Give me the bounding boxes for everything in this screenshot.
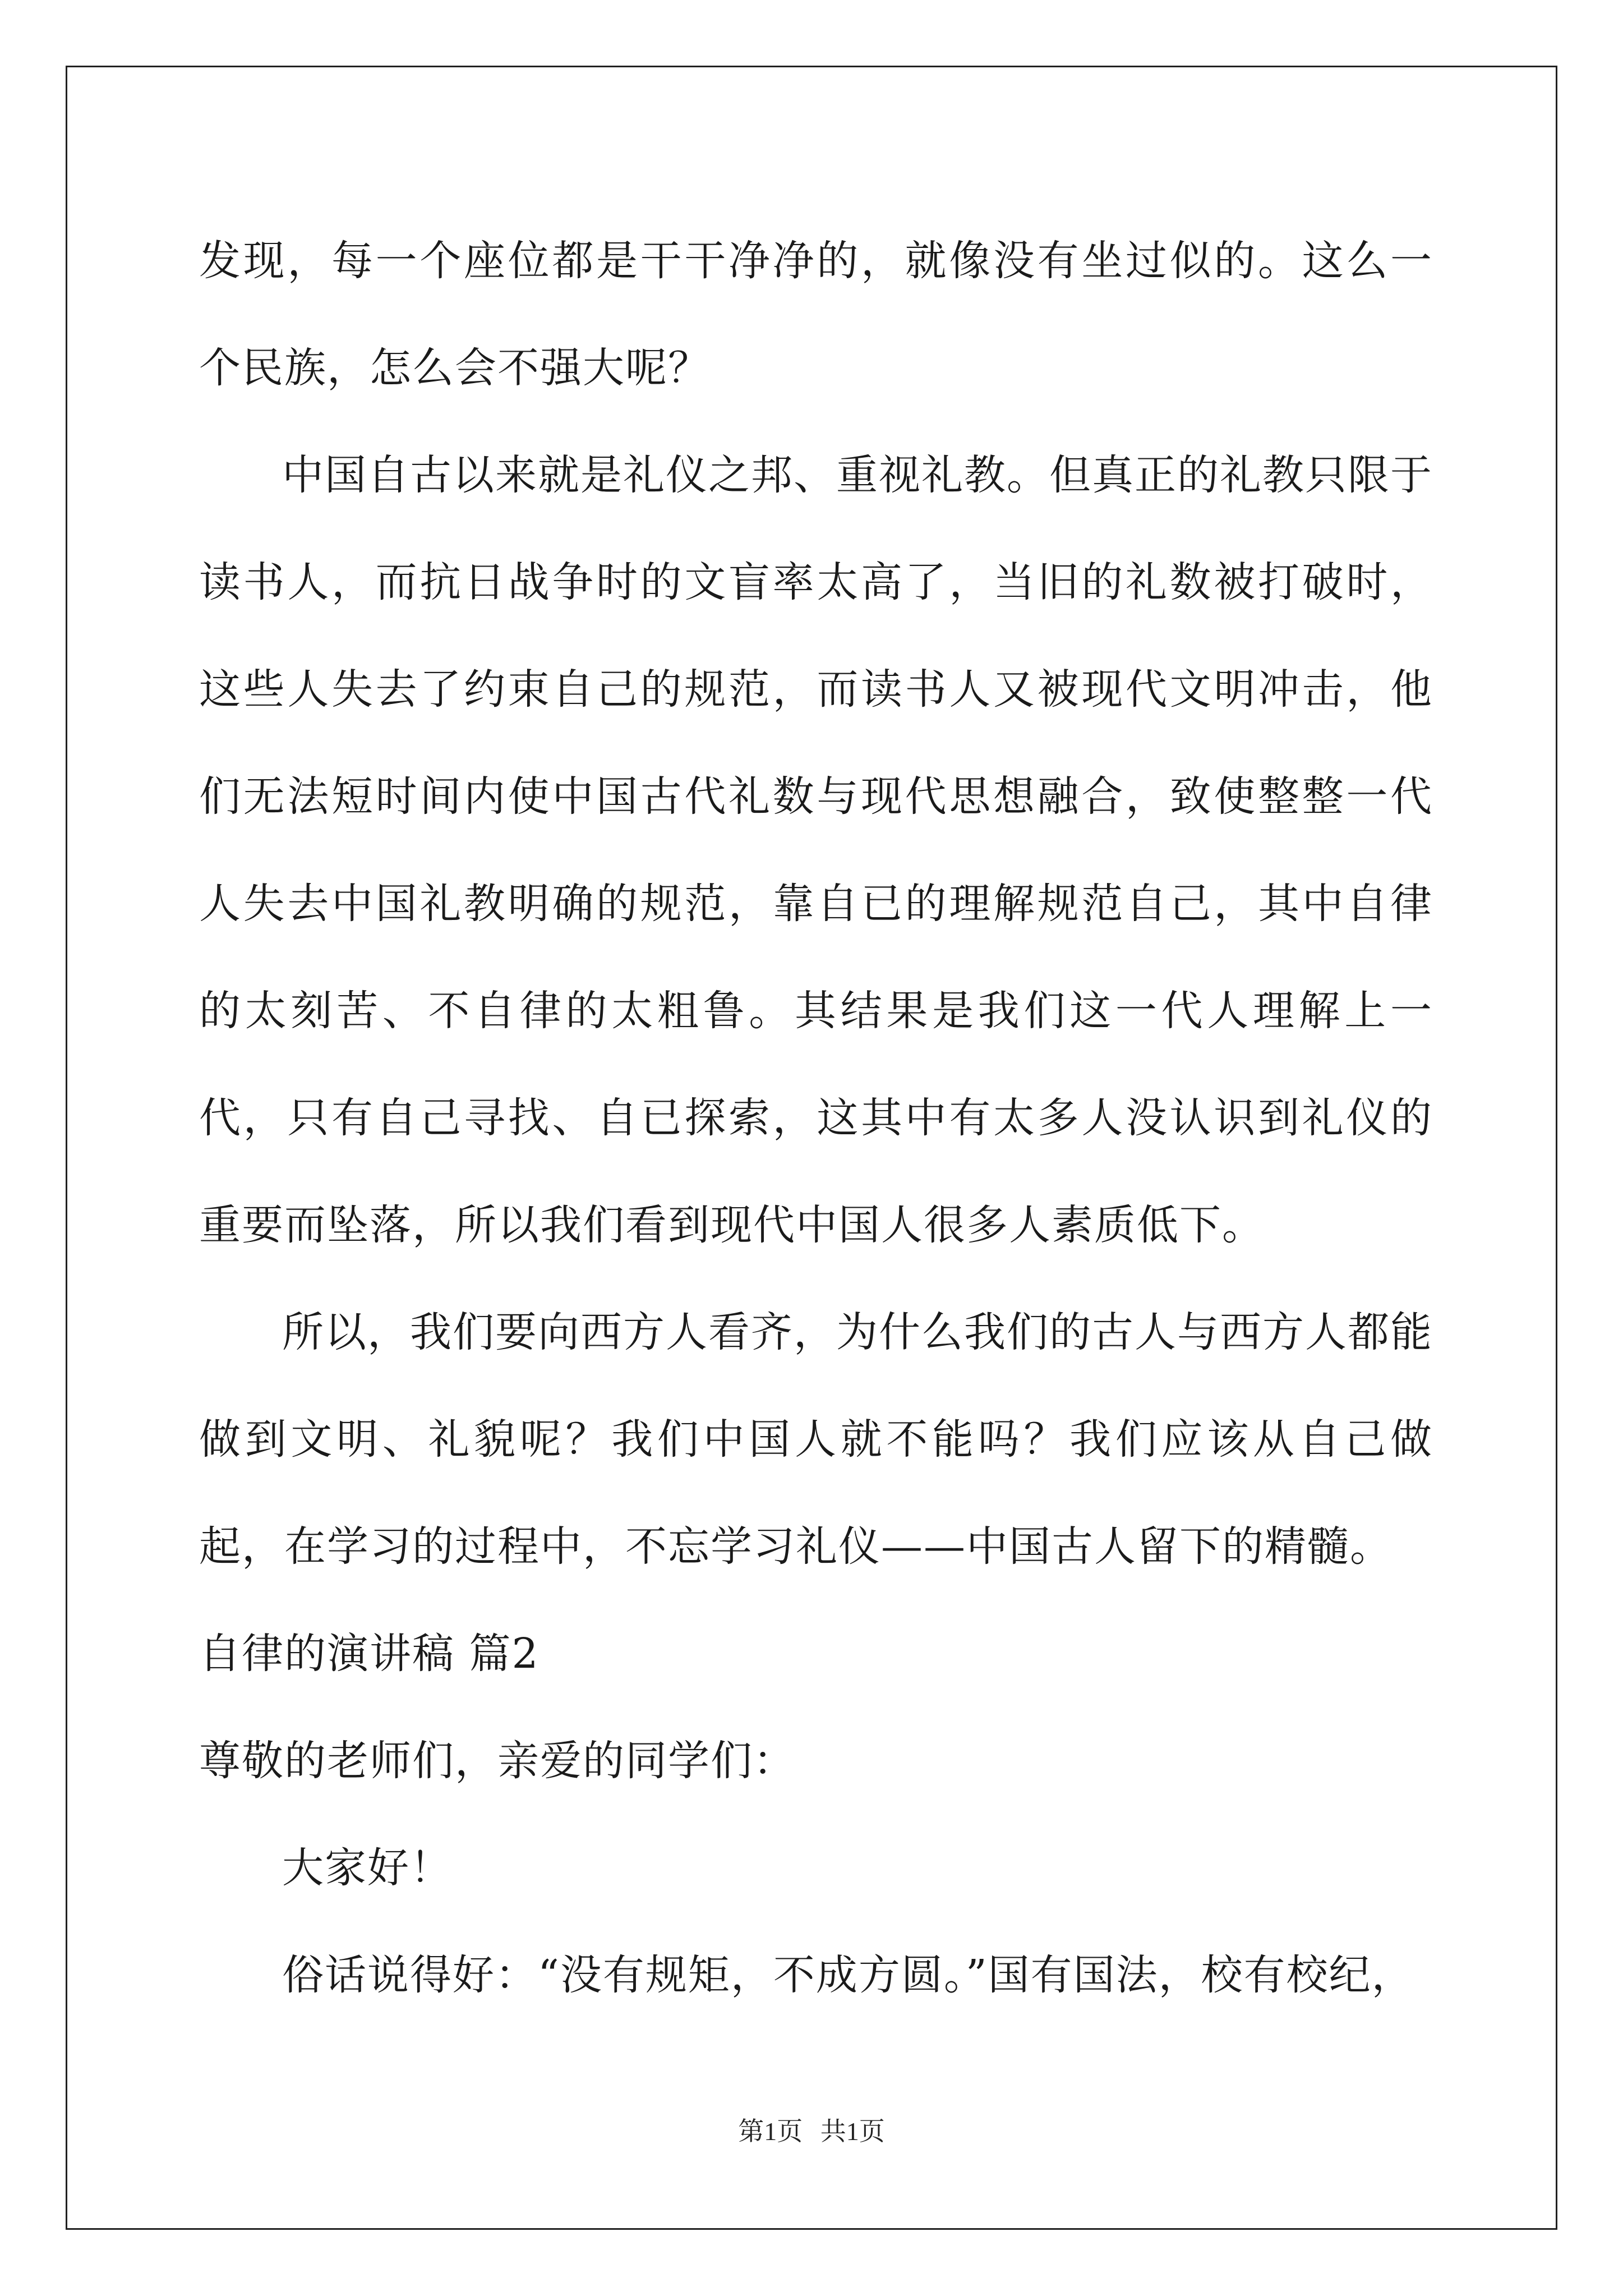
paragraph-1: 发现，每一个座位都是干干净净的，就像没有坐过似的。这么一个民族，怎么会不强大呢？ bbox=[199, 237, 1433, 392]
salutation: 尊敬的老师们，亲爱的同学们： bbox=[199, 1737, 796, 1785]
greeting: 大家好！ bbox=[282, 1844, 453, 1892]
page-total: 共1页 bbox=[820, 2117, 885, 2146]
paragraph-3: 所以，我们要向西方人看齐，为什么我们的古人与西方人都能做到文明、礼貌呢？我们中国人就不能吗？我们应该从自己做起，在学习的过程中，不忘学习礼仪——中国古人留下的精髓。 bbox=[199, 1308, 1433, 1571]
section-heading: 自律的演讲稿 篇2 bbox=[199, 1630, 540, 1678]
document-body bbox=[199, 208, 1433, 2029]
paragraph-2: 中国自古以来就是礼仪之邦、重视礼教。但真正的礼教只限于读书人，而抗日战争时的文盲率太高了，当旧的礼数被打破时，这些人失去了约束自己的规范，而读书人又被现代文明冲击，他们无法短时间内使中国古代礼数与现代思想融合，致使整整一代人失去中国礼教明确的规范，靠自已的理解规范自己，其中自律的太刻苦、不自律的太粗鲁。其结果是我们这一代人理解上一代，只有自己寻找、自已探索，这其中有太多人没认识到礼仪的重要而坠落，所以我们看到现代中国人很多人素质低下。 bbox=[199, 451, 1433, 1249]
page-number: 第1页 bbox=[738, 2117, 803, 2146]
page-footer bbox=[0, 2115, 1623, 2148]
paragraph-4: 俗话说得好：“没有规矩，不成方圆。”国有国法，校有校纪， bbox=[282, 1951, 1414, 1999]
